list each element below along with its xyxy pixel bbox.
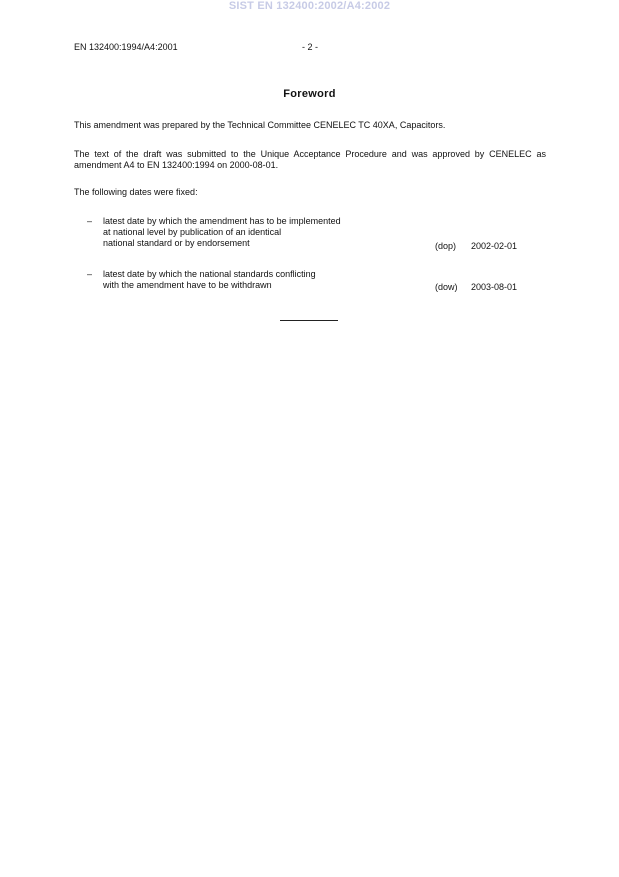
list-item-dop [74,216,546,256]
text-line: at national level by publication of an identical [103,227,282,237]
list-item-dow [74,269,546,295]
end-rule [280,320,338,321]
list-item-text [103,216,403,249]
text-line: latest date by which the national standards conflicting [103,269,316,279]
paragraph-approval: The text of the draft was submitted to the Unique Acceptance Procedure and was approved by CENELEC as amendment A4 to EN 132400:1994 on 2000-08-01. [74,149,546,170]
date-code: (dop) [435,241,457,251]
watermark: SIST EN 132400:2002/A4:2002 [228,0,391,12]
text-line: with the amendment have to be withdrawn [103,280,272,290]
page-title: Foreword [283,88,336,100]
dash-bullet: – [87,269,93,279]
paragraph-committee: This amendment was prepared by the Technical Committee CENELEC TC 40XA, Capacitors. [74,120,446,130]
date-value: 2002-02-01 [471,241,518,251]
dash-bullet: – [87,216,93,226]
date-code: (dow) [435,282,458,292]
text-line: national standard or by endorsement [103,238,250,248]
list-item-text [103,269,403,291]
document-reference: EN 132400:1994/A4:2001 [74,42,178,52]
text-line: latest date by which the amendment has to be implemented [103,216,341,226]
paragraph-dates-intro: The following dates were fixed: [74,187,198,197]
page-number: - 2 - [301,42,318,52]
date-value: 2003-08-01 [471,282,518,292]
